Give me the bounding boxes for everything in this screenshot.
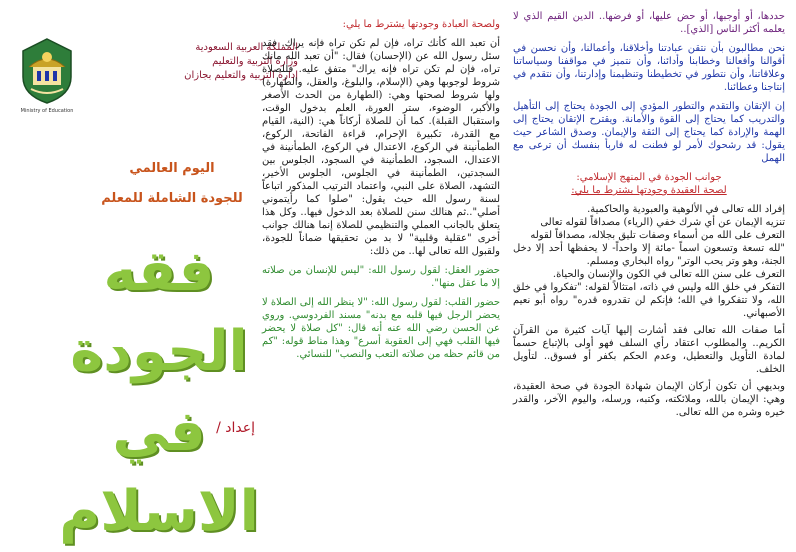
main-title-line: في الاسلام [59, 399, 259, 544]
prepared-by-label: إعداد / [216, 420, 255, 436]
paragraph: أن تعبد الله كأنك تراه، فإن لم تكن تراه فإنه يراك. فقد سئل رسول الله عن (الإحسان) فقال: "أن تعبد الله مانك تراه، فإن لم تكن تراه فإنه يراك" متفق عليه. فللصلاة شروط لوجوبها وهي (الإسلام، والبلوغ، والعقل، والطهارة) ولها شروط لصحتها وهي: (الطهارة من الحدث الأصغر والأكبر، الوضوء، ستر العورة، العلم بدخول الوقت، واستقبال القبلة). كما أن للصلاة أركاناً هي: (النية، القيام مع القدرة، تكبيرة الإحرام، قراءة الفاتحة، الركوع، الطمأنينة في الركوع، الاعتدال في الركوع، الطمأنينة في الاعتدال، السجود، الطمأنينة في السجود، الجلوس بين السجدتين، الطمأنينة في الجلوس، الجلوس الأخير، التشهد، الصلاة على النبي، واعتماد الترتيب المذكور اتباعاً لسنة رسول الله حيث يقول: "صلوا كما رأيتموني أصلي"..ثم هنالك سنن للصلاة بعد الدخول فيها.. وكل هذا يتعلق بالجانب العملي والتنظيمي للصلاة إنما هنالك جوانب أخرى "عقلية وقلبية" لا بد من تحقيقها ضماناً للجودة، ولقبول الله تعالى لها.. من ذلك: [262, 38, 500, 257]
ministry-logo-icon [19, 37, 75, 105]
section-heading: جوانب الجودة في المنهج الإسلامي: [576, 172, 722, 183]
paragraph: نحن مطالبون بأن نتقن عبادتنا وأخلاقنا، وأعمالنا، وأن نحسن في أقوالنا وأفعالنا وخطابنا وأدائنا، وأن نتميز في مواقفنا وسياساتنا وعلاقاتنا، وأن نتطور في تخطيطنا وتنظيمنا وإدارتنا، وأن نتقدم في إنتاجنا وعطائنا. [513, 43, 785, 93]
world-quality-day-title [72, 154, 272, 214]
day-title-line: اليوم العالمي [129, 161, 215, 176]
paragraph: "لله تسعة وتسعون اسماً -مائة إلا واحداً- لا يحفظها أحد إلا دخل الجنة، وهو وتر يحب الوتر" رواه البخاري ومسلم. [513, 243, 785, 267]
paragraph: تنزيه الإيمان عن أي شرك خفي (الرياء) مصداقاً لقوله تعالى [540, 217, 785, 228]
main-title [14, 232, 304, 552]
paragraph: وبديهي أن تكون أركان الإيمان شهادة الجودة في صحة العقيدة، وهي: الإيمان بالله، وملائكته، وكتبه، ورسله، واليوم الآخر، والقدر خيره وشره من الله تعالى. [513, 381, 785, 418]
paragraph: إن الإتقان والتقدم والتطور المؤدي إلى الجودة يحتاج إلى التأهيل والتدريب كما يحتاج إلى القوة والأمانة. ويقترح الإتقان يحتاج إلى الهمة والإرادة كما يحتاج إلى الثقة والإيمان. وصدق الشاعر حيث يقول: قد رشحوك لأمر لو فطنت له فاربأ بنفسك أن ترعى مع الهمل [513, 101, 785, 164]
middle-column [262, 18, 500, 367]
day-title-line: للجودة الشاملة للمعلم [101, 191, 243, 206]
paragraph: حضور العقل: لقول رسول الله: "ليس للإنسان من صلاته إلا ما عقل منها". [262, 265, 500, 289]
paragraph: أما صفات الله تعالى فقد أشارت إليها آيات كثيرة من القرآن الكريم.. والمطلوب اعتقاد رأي السلف فهو أولى بالإتباع حسماً لمادة التأويل والتعطيل، وعدم الحكم بكفر أو فسوق.. لتأويل الخلف. [513, 325, 785, 375]
main-title-line: فقه الجودة [70, 239, 248, 384]
paragraph: حددها، أو أوجبها، أو حض عليها، أو فرضها.. الدين القيم الذي لا يعلمه أكثر الناس [الذي].. [513, 11, 785, 35]
paragraph: التفكر في خلق الله وليس في ذاته، امتثالاً لقوله: "تفكروا في خلق الله، ولا تتفكروا في الله؛ فإنكم لن تقدروه قدره" رواه أبو نعيم الأصبهاني. [513, 282, 785, 319]
paragraph: حضور القلب: لقول رسول الله: "لا ينظر الله إلى الصلاة لا يحضر الرجل فيها قلبه مع بدنه" مسند الفردوسي. وروي عن الحسن رضي الله عنه أنه قال: "كل صلاة لا يحضر فيها القلب فهي إلى العقوبة أسرع" وهذا مناط قوله: "كم من قائم حظه من صلاته التعب والنصب" للنسائي. [262, 297, 500, 360]
ministry-line: المملكة العربية السعودية [195, 42, 298, 53]
section-heading: ولصحة العبادة وجودتها يشترط ما يلي: [342, 19, 500, 30]
section-subheading: لصحة العقيدة وجودتها يشترط ما يلي: [571, 185, 727, 196]
logo-caption: Ministry of Education [20, 108, 74, 114]
paragraph: التعرف على الله من أسماء وصفات تليق بجلاله، مصداقاً لقوله [530, 230, 785, 241]
right-column [513, 10, 785, 419]
ministry-line: وزارة التربية والتعليم [212, 56, 298, 67]
ministry-line: إدارة التربية والتعليم بجازان [184, 70, 298, 81]
paragraph: إفراد الله تعالى في الألوهية والعبودية والحاكمية. [587, 204, 785, 215]
paragraph: التعرف على سنن الله تعالى في الكون والإنسان والحياة. [552, 269, 785, 280]
